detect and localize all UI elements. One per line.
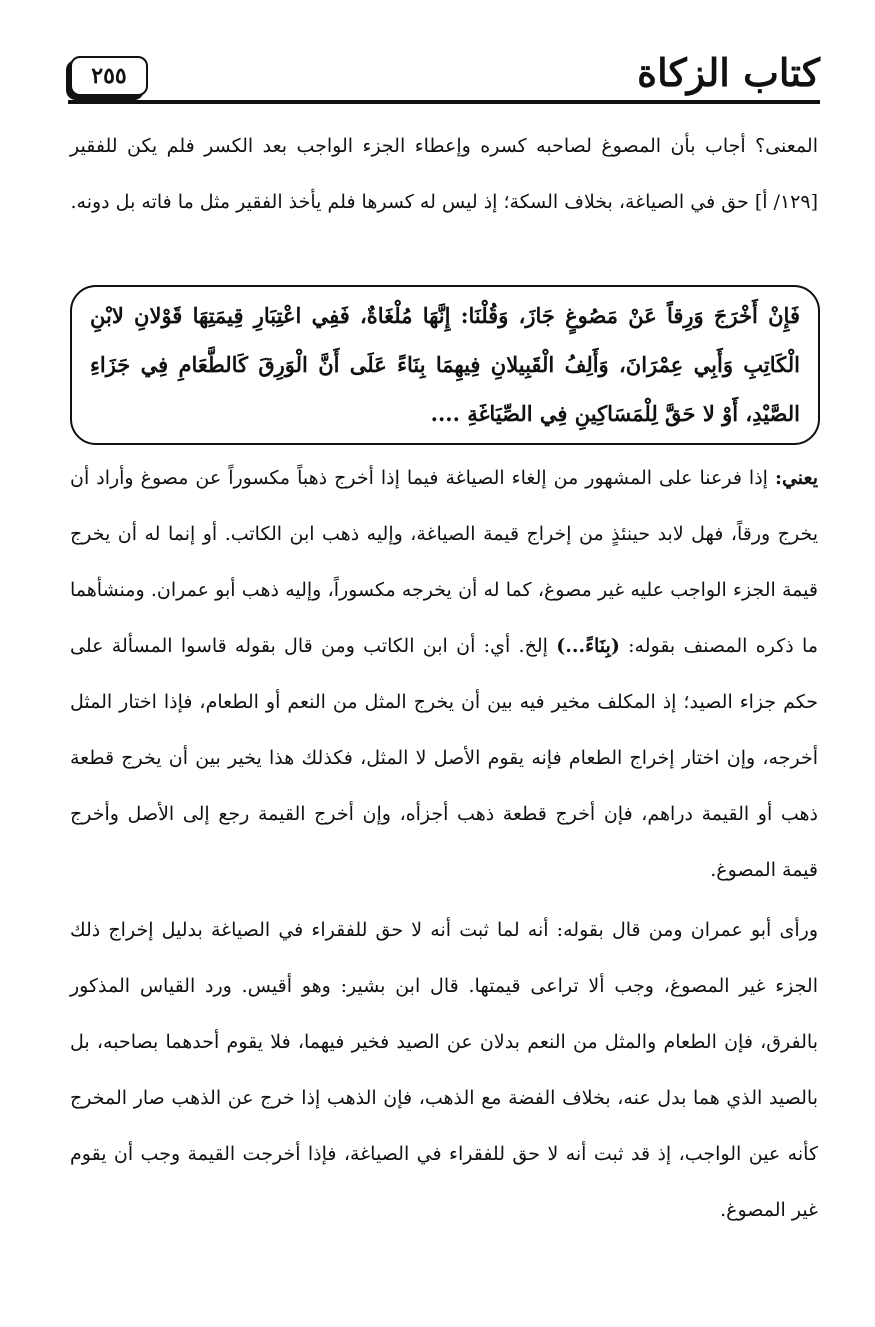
paragraph-abu-imran-view: ورأى أبو عمران ومن قال بقوله: أنه لما ثبت أنه لا حق للفقراء في الصياغة بدليل إخراج ذلك الجزء غير المصوغ، وجب ألا تراعى قيمتها. قال ابن بشير: وهو أقيس. ورد القياس المذكور بالفرق، فإن الطعام والمثل من النعم بدلان عن الصيد فخير فيهما، فلا يقوم أحدهما بصاحبه، بل بالصيد الذي هما بدل عنه، بخلاف الفضة مع الذهب، فإن الذهب إذا خرج عن الذهب صار المخرج كأنه عين الواجب، إذ قد ثبت أنه لا حق للفقراء في الصياغة، فإذا أخرجت القيمة وجب أن يقوم غير المصوغ. (70, 919, 818, 1221)
page-number-frame (70, 56, 148, 96)
page-number: ٢٥٥ (91, 63, 127, 89)
explanation-text-a: إذا فرعنا على المشهور من إلغاء الصياغة فيما إذا أخرج ذهباً مكسوراً عن مصوغ وأراد أن يخرج ورقاً، فهل لابد حينئذٍ من إخراج قيمة الصياغة، وإليه ذهب ابن الكاتب. أو إنما له أن يخرج قيمة الجزء الواجب عليه غير مصوغ، كما له أن يخرجه مكسوراً، وإليه ذهب أبو عمران. ومنشأهما ما ذكره المصنف بقوله: (70, 467, 818, 657)
matn-quote-reference: (بِنَاءً...) (556, 635, 620, 657)
paragraph-explanation (70, 450, 818, 898)
paragraph-commentary-continued: المعنى؟ أجاب بأن المصوغ لصاحبه كسره وإعطاء الجزء الواجب بعد الكسر فلم يكن للفقير [١٢٩/ أ] حق في الصياغة، بخلاف السكة؛ إذ ليس له كسرها فلم يأخذ الفقير مثل ما فاته بل دونه. (70, 135, 818, 213)
lead-word: يعني: (774, 467, 818, 489)
matn-box (70, 285, 820, 445)
header-rule (68, 100, 820, 104)
book-title: كتاب الزكاة (637, 50, 820, 95)
matn-text: فَإِنْ أَخْرَجَ وَرِقاً عَنْ مَصُوغٍ جَازَ، وَقُلْنَا: إِنَّهَا مُلْغَاةٌ، فَفِي اعْتِبَارِ قِيمَتِهَا قَوْلانِ لابْنِ الْكَاتِبِ وَأَبِي عِمْرَانَ، وَأَلِفُ الْقَبِيلانِ فِيهِمَا بِنَاءً عَلَى أَنَّ الْوَرِقَ كَالطَّعَامِ فِي جَزَاءِ الصَّيْدِ، أَوْ لا حَقَّ لِلْمَسَاكِينِ فِي الصِّيَاغَةِ .... (90, 303, 800, 426)
page-header (68, 48, 820, 104)
explanation-text-b: إلخ. أي: أن ابن الكاتب ومن قال بقوله قاسوا المسألة على حكم جزاء الصيد؛ إذ المكلف مخير فيه بين أن يخرج المثل من النعم أو الطعام، فإذا اختار المثل أخرجه، وإن اختار إخراج الطعام فإنه يقوم الأصل لا المثل، فكذلك هذا يخير بين أن يخرج قطعة ذهب أو القيمة دراهم، فإن أخرج قطعة ذهب أجزأه، وإن أخرج القيمة رجع إلى الأصل وأخرج قيمة المصوغ. (70, 635, 818, 881)
